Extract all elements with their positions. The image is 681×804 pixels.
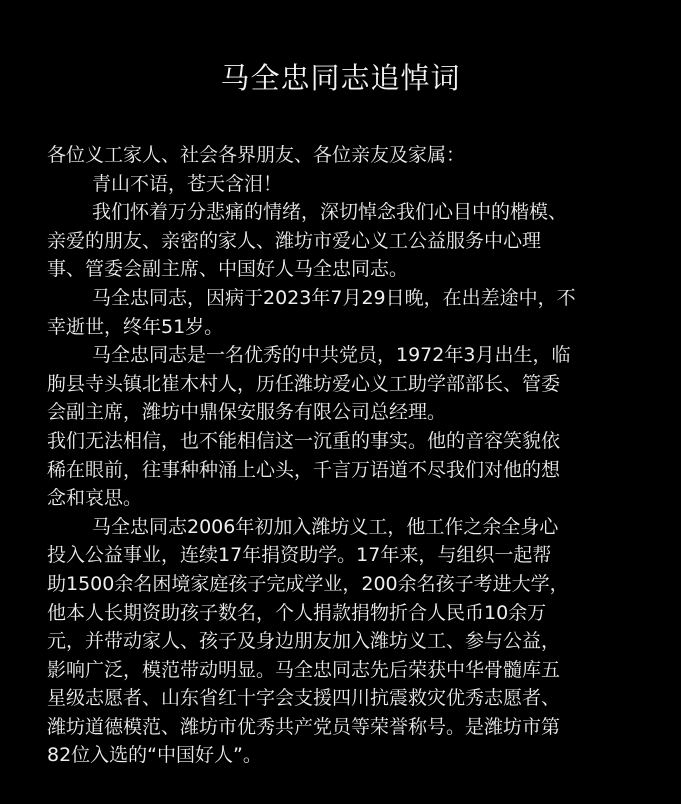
- paragraph-6-line-5: 元，并带动家人、孩子及身边朋友加入潍坊义工、参与公益，: [47, 630, 561, 653]
- paragraph-5-line-3: 念和哀思。: [47, 487, 143, 510]
- paragraph-6-line-4: 他本人长期资助孩子数名，个人捐款捐物折合人民币10余万: [47, 601, 547, 624]
- paragraph-5-line-2: 稀在眼前，往事种种涌上心头，千言万语道不尽我们对他的想: [47, 458, 561, 481]
- paragraph-4-line-2: 朐县寺头镇北崔木村人，历任潍坊爱心义工助学部部长、管委: [47, 372, 561, 395]
- paragraph-6-line-8: 潍坊道德模范、潍坊市优秀共产党员等荣誉称号。是潍坊市第: [47, 715, 561, 738]
- paragraph-6-line-7: 星级志愿者、山东省红十字会支援四川抗震救灾优秀志愿者、: [47, 687, 561, 710]
- paragraph-2-line-1: 我们怀着万分悲痛的情绪，深切悼念我们心目中的楷模、: [92, 201, 568, 224]
- paragraph-3-line-2: 幸逝世，终年51岁。: [47, 315, 224, 338]
- document-body: [47, 141, 647, 770]
- paragraph-6-line-2: 投入公益事业，连续17年捐资助学。17年来，与组织一起帮: [47, 544, 552, 567]
- paragraph-2-line-2: 亲爱的朋友、亲密的家人、潍坊市爱心义工公益服务中心理: [47, 229, 542, 252]
- paragraph-4-line-1: 马全忠同志是一名优秀的中共党员，1972年3月出生，临: [92, 344, 571, 367]
- paragraph-6-line-3: 助1500余名困境家庭孩子完成学业，200余名孩子考进大学，: [47, 572, 569, 595]
- paragraph-3-line-1: 马全忠同志，因病于2023年7月29日晚，在出差途中，不: [92, 286, 576, 309]
- salutation-line: 各位义工家人、社会各界朋友、各位亲友及家属：: [47, 144, 466, 166]
- paragraph-2-line-3: 事、管委会副主席、中国好人马全忠同志。: [47, 258, 409, 281]
- document-title: 马全忠同志追悼词: [220, 61, 461, 95]
- paragraph-6-line-9: 82位入选的“中国好人”。: [47, 744, 262, 767]
- paragraph-5-line-1: 我们无法相信，也不能相信这一沉重的事实。他的音容笑貌依: [47, 429, 561, 452]
- paragraph-6-line-6: 影响广泛，模范带动明显。马全忠同志先后荣获中华骨髓库五: [47, 658, 561, 681]
- paragraph-1-line-1: 青山不语，苍天含泪！: [92, 172, 283, 195]
- paragraph-6-line-1: 马全忠同志2006年初加入潍坊义工，他工作之余全身心: [92, 515, 559, 538]
- paragraph-4-line-3: 会副主席，潍坊中鼎保安服务有限公司总经理。: [47, 401, 447, 424]
